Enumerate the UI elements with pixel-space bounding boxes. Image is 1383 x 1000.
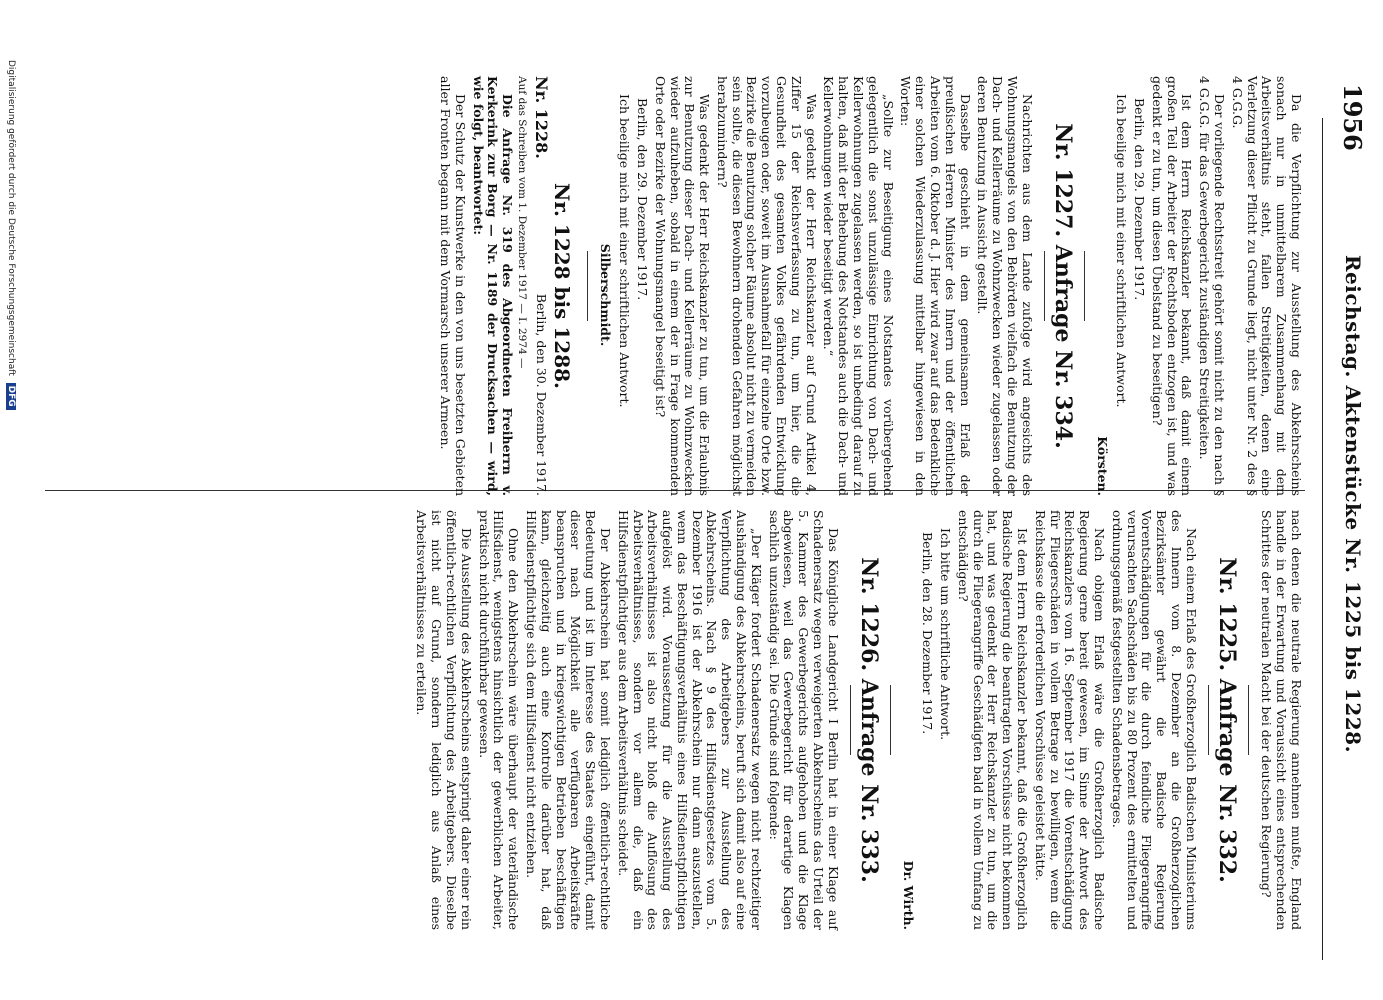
item-number: Nr. 1228. xyxy=(531,76,551,159)
paragraph: nach denen die neutrale Regierung annehmen mußte, England handle in der Erwartung und Voraussicht eines entsprechenden Schrittes der neutralen Macht bei der deutschen Regierung? xyxy=(1259,510,1304,930)
header-rule xyxy=(1322,118,1323,960)
reply-line: Ich bitte um schriftliche Antwort. xyxy=(938,528,954,741)
page-number: 1956 xyxy=(1338,84,1367,151)
paragraph: Der Schutz der Kunstwerke in den von uns besetzten Gebieten aller Fronten begann mit dem Vormarsch unserer Armeen. xyxy=(437,76,468,496)
paragraph: Da die Verpflichtung zur Ausstellung des Abkehrscheins sonach nur in unmittelbarem Zusammenhang mit dem Arbeitsverhältnis steht, fallen Streitigkeiten, denen eine Verletzung dieser Pflicht zu Grunde liegt, nicht unter Nr. 2 des § 4 G.G.G. xyxy=(1229,76,1304,496)
signature: Körsten. xyxy=(1095,436,1111,496)
date-line: Berlin, den 29. Dezember 1917. xyxy=(1132,98,1148,301)
section-rule xyxy=(850,685,851,755)
paragraph: Ohne den Abkehrschein wäre überhaupt der vaterländische Hilfsdienst, wenigstens hinsichtlich der gewerblichen Arbeiter, praktisch nicht durchführbar gewesen. xyxy=(476,510,522,930)
paragraph: Nach einem Erlaß des Großherzoglich Badischen Ministeriums des Innern vom 8. Dezember an die Großherzoglichen Bezirksämter gewährt die Badische Regierung Vorentschädigungen für die durch feindliche Fliegerangriffe verursachten Sachschäden bis zu 80 Prozent des ermittelten und ordnungsgemäß festgestellten Schadensbetrages. xyxy=(1109,510,1199,930)
section-heading: Nr. 1227. Anfrage Nr. 334. xyxy=(1049,123,1076,449)
quotation: „Sollte zur Beseitigung eines Notstandes vorübergehend gelegentlich die sonst unzulässige Einrichtung von Dach- und Kellerwohnungen zugelassen werden, so ist unbedingt darauf zu halten, daß mit der Behebung des Notstandes auch die Dach- und Kellerwohnungen wieder beseitigt werden.“ xyxy=(821,76,896,496)
page-header xyxy=(1313,48,1383,960)
signature: Silberschmidt. xyxy=(598,243,614,347)
credit-text: Digitalisierung gefördert durch die Deutsche Forschungsgemeinschaft xyxy=(6,60,16,376)
paragraph: Das Königliche Landgericht I Berlin hat in einer Klage auf Schadenersatz wegen verweigerten Abkehrscheins das Urteil der 5. Kammer des Gewerbegerichts aufgehoben und die Klage abgewiesen, weil das Gewerbegericht für derartige Klagen sachlich unzuständig sei. Die Gründe sind folgende: xyxy=(766,510,841,930)
paragraph: Ist dem Herrn Reichskanzler bekannt, daß damit einem großen Teil der Arbeiter der Rechtsboden entzogen ist, und was gedenkt er zu tun, um diesen Übelstand zu beseitigen? xyxy=(1149,76,1195,496)
dfg-logo: DFG xyxy=(6,383,16,410)
paragraph: Der vorliegende Rechtsstreit gehört somit nicht zu den nach § 4 G.G.G. für das Gewerbegericht zuständigen Streitigkeiten. xyxy=(1197,76,1228,496)
reference-note: Auf das Schreiben vom 1. Dezember 1917 — I. 2974 — xyxy=(515,76,528,369)
section-rule xyxy=(1208,685,1209,755)
section-rule xyxy=(1248,685,1249,755)
reply-line: Ich beeilige mich mit einer schriftlichen Antwort. xyxy=(617,94,633,408)
paragraph: Die Ausstellung des Abkehrscheins entspringt daher einer rein öffentlich-rechtlichen Verpflichtung des Arbeitgebers. Dieselbe ist nicht auf Grund, sondern lediglich aus Anlaß eines Arbeitsverhältnisses zu erteilen. xyxy=(414,510,474,930)
paragraph: Was gedenkt der Herr Reichskanzler auf Grund Artikel 4, Ziffer 15 der Reichsverfassung zu tun, um hier, die die Gesundheit des gesamten Volkes gefährdenden Entwicklung vorzubeugen oder, soweit im Ausnahmefall für einzelne Orte bzw. Bezirke die Benutzung solcher Räume absolut nicht zu vermeiden sein sollte, die diesen Bewohnern drohenden Gefahren möglichst herabzumindern? xyxy=(714,76,819,496)
paragraph: Nachrichten aus dem Lande zufolge wird angesichts des Wohnungsmangels von den Behörden vielfach die Benutzung der Dach- und Kellerräume zu Wohnzwecken wieder zugelassen oder deren Benutzung in Aussicht gestellt. xyxy=(975,76,1035,496)
date-line: Berlin, den 28. Dezember 1917. xyxy=(920,532,936,735)
section-rule xyxy=(587,251,588,321)
left-column xyxy=(434,76,1303,496)
running-title: Reichstag. Aktenstücke Nr. 1225 bis 1228. xyxy=(1341,254,1365,754)
digitization-credit xyxy=(2,60,16,980)
section-rule xyxy=(1084,251,1085,321)
quotation: „Der Kläger fordert Schadenersatz wegen nicht rechtzeitiger Aushändigung des Abkehrscheins, beruft sich damit also auf eine Verpflichtung des Arbeitgebers zur Ausstellung des Abkehrscheins. Nach § 9 des Hilfsdienstgesetzes vom 5. Dezember 1916 ist der Abkehrschein nur dann auszustellen, wenn das Beschäftigungsverhältnis eines Hilfsdienstpflichtigen aufgelöst wird. Voraussetzung für die Ausstellung des Arbeitsverhältnisses ist also nicht bloß die Auflösung des Arbeitsverhältnisses, sondern vor allem die, daß ein Hilfsdienstpflichtiger aus dem Arbeitsverhältnis scheidet. xyxy=(615,510,764,930)
reply-line: Ich beeilige mich mit einer schriftlichen Antwort. xyxy=(1114,94,1130,408)
paragraph: Nach obigem Erlaß wäre die Großherzoglich Badische Regierung gerne bereit gewesen, im Sinne der Antwort des Reichskanzlers vom 16. September 1917 die Vorentschädigung für Fliegerschäden in vollem Betrage zu bewilligen, wenn die Reichskasse die erforderlichen Vorschüsse geleistet hätte. xyxy=(1032,510,1108,930)
date-line: Berlin, den 30. Dezember 1917. xyxy=(533,293,549,496)
section-heading: Nr. 1228 bis 1288. xyxy=(549,183,574,389)
right-column xyxy=(411,510,1303,930)
section-rule xyxy=(1044,251,1045,321)
section-heading: Nr. 1225. Anfrage Nr. 332. xyxy=(1213,557,1240,883)
paragraph: Was gedenkt der Herr Reichskanzler zu tun, um die Erlaubnis zur Benutzung dieser Dach- und Kellerräume zu Wohnzwecken wieder aufzuheben, sobald in einem der in Frage kommenden Orte oder Bezirke der Wohnungsmangel beseitigt ist? xyxy=(652,76,713,496)
section-rule xyxy=(890,685,891,755)
paragraph: Dasselbe geschieht in dem gemeinsamen Erlaß der preußischen Herren Minister des Innern und der öffentlichen Arbeiten vom 6. Oktober d. J. Hier wird zwar auf das Bedenkliche einer solchen Wiederzulassung mittelbar hingewiesen in den Worten: xyxy=(898,76,973,496)
paragraph: Die Anfrage Nr. 319 des Abgeordneten Freiherrn v. Kerkerink zur Borg — Nr. 1189 der Drucksachen — wird, wie folgt, beantwortet: xyxy=(470,76,516,496)
section-heading: Nr. 1226. Anfrage Nr. 333. xyxy=(855,557,882,883)
signature: Dr. Wirth. xyxy=(901,860,917,930)
paragraph: Ist dem Herrn Reichskanzler bekannt, daß die Großherzoglich Badische Regierung die beantragten Vorschüsse nicht bekommen hat, und was gedenkt der Herr Reichskanzler zu tun, um die durch die Fliegerangriffe Geschädigten bald in vollem Umfang zu entschädigen? xyxy=(955,510,1031,930)
paragraph: Der Abkehrschein hat somit lediglich öffentlich-rechtliche Bedeutung und ist im Interesse des Staates eingeführt, damit dieser nach Möglichkeit alle verfügbaren Arbeitskräfte beanspruchen und in kriegswichtigen Betrieben beschäftigen kann, gleichzeitig auch eine Kontrolle darüber hat, daß Hilfsdienstpflichtige sich dem Hilfsdienst nicht entziehen. xyxy=(523,510,613,930)
date-line: Berlin, den 29. Dezember 1917. xyxy=(634,98,650,301)
